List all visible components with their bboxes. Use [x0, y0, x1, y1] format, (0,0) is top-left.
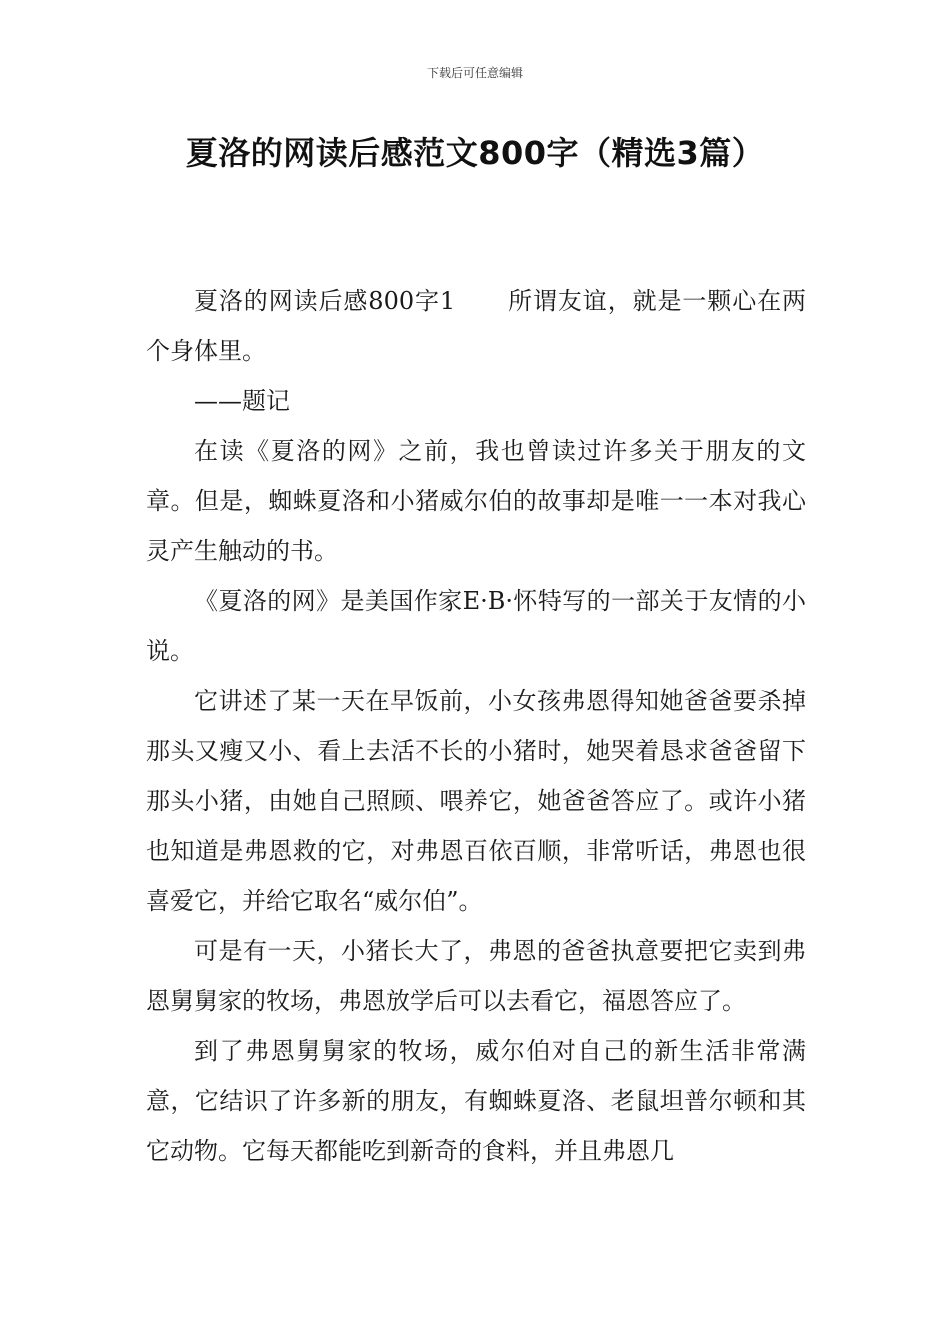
- paragraph: 可是有一天，小猪长大了，弗恩的爸爸执意要把它卖到弗恩舅舅家的牧场，弗恩放学后可以去看它，福恩答应了。: [146, 937, 806, 1015]
- epigraph-attribution: ——题记: [194, 387, 290, 415]
- section-label: 夏洛的网读后感800字1: [194, 287, 456, 315]
- document-title: 夏洛的网读后感范文800字（精选3篇）: [185, 134, 765, 172]
- header-note: 下载后可任意编辑: [426, 66, 523, 80]
- paragraph: 到了弗恩舅舅家的牧场，威尔伯对自己的新生活非常满意，它结识了许多新的朋友，有蜘蛛夏洛、老鼠坦普尔顿和其它动物。它每天都能吃到新奇的食料，并且弗恩几: [146, 1037, 806, 1165]
- intro-paragraph: [146, 276, 806, 376]
- document-body: [146, 276, 806, 1176]
- epigraph-quote: 所谓友谊，就是一颗心在两个身体里。: [146, 287, 806, 365]
- paragraph: 它讲述了某一天在早饭前，小女孩弗恩得知她爸爸要杀掉那头又瘦又小、看上去活不长的小猪时，她哭着恳求爸爸留下那头小猪，由她自己照顾、喂养它，她爸爸答应了。或许小猪也知道是弗恩救的它，对弗恩百依百顺，非常听话，弗恩也很喜爱它，并给它取名“威尔伯”。: [146, 687, 806, 915]
- paragraph: 在读《夏洛的网》之前，我也曾读过许多关于朋友的文章。但是，蜘蛛夏洛和小猪威尔伯的故事却是唯一一本对我心灵产生触动的书。: [146, 437, 806, 565]
- paragraph: 《夏洛的网》是美国作家E·B·怀特写的一部关于友情的小说。: [146, 587, 806, 665]
